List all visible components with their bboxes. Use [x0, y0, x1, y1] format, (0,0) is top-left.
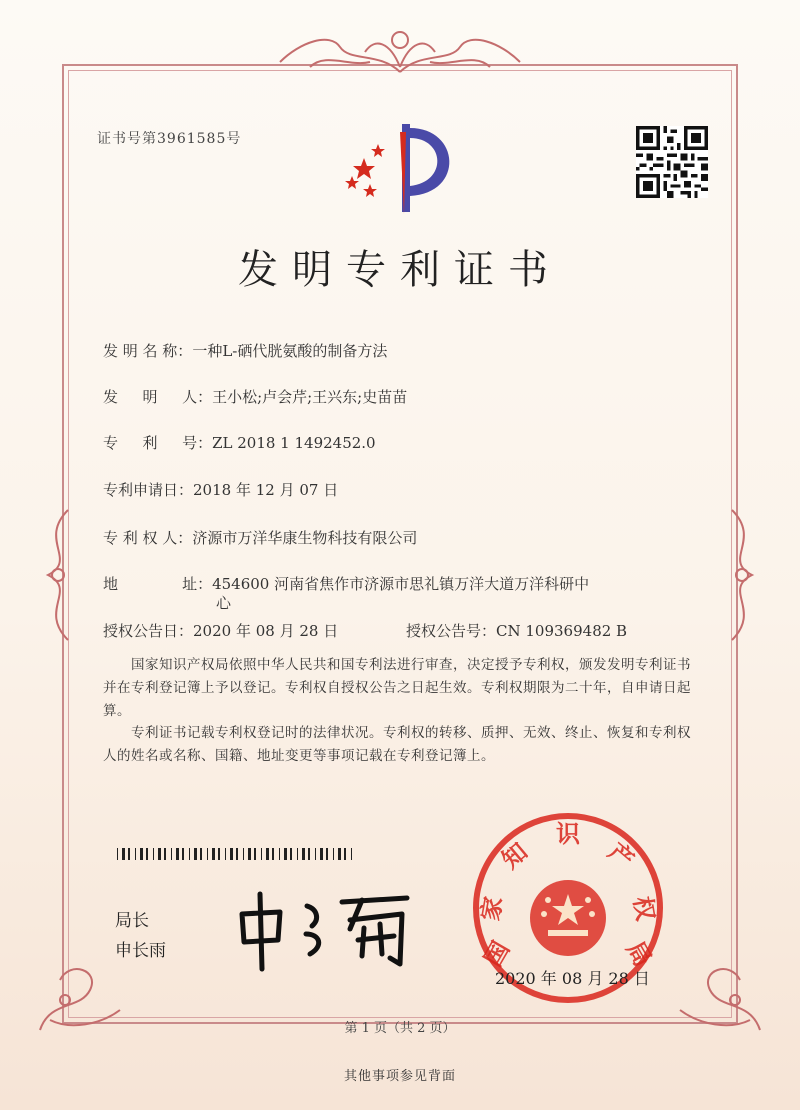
field-address-line2: 心: [216, 594, 232, 612]
field-value: ZL 2018 1 1492452.0: [212, 434, 376, 452]
field-value: 2020 年 08 月 28 日: [193, 622, 339, 640]
field-application-date: [103, 479, 338, 500]
left-ornament-icon: [28, 500, 88, 650]
field-label: 专 利 权 人：: [103, 529, 193, 547]
field-label: 授权公告号：: [406, 622, 497, 640]
signature-icon: [232, 884, 422, 974]
field-address: [103, 573, 589, 594]
footer-note: 其他事项参见背面: [343, 1069, 456, 1084]
document-title: 发明专利证书: [238, 247, 562, 293]
director-title: 局长: [115, 911, 149, 931]
right-ornament-icon: [712, 500, 772, 650]
director-name: 申长雨: [115, 941, 166, 961]
field-value: 2018 年 12 月 07 日: [193, 481, 339, 499]
field-label: 授权公告日：: [103, 622, 194, 640]
svg-text:国: 国: [478, 936, 516, 972]
field-patentee: [103, 527, 417, 548]
field-label: 地 址：: [103, 575, 213, 593]
qr-code-icon: [636, 126, 708, 198]
patent-logo-icon: [340, 118, 470, 218]
seal-date: 2020 年 08 月 28 日: [495, 969, 650, 988]
certificate-number: 证书号第3961585号: [97, 131, 242, 147]
svg-text:权: 权: [628, 894, 660, 923]
field-grant-date: [103, 620, 338, 641]
field-value: 454600 河南省焦作市济源市思礼镇万洋大道万洋科研中: [212, 575, 590, 593]
field-grant-number: [406, 620, 627, 641]
barcode-icon: [117, 848, 357, 860]
svg-text:产: 产: [602, 837, 640, 875]
svg-text:局: 局: [620, 936, 658, 972]
paragraph-legal-status: 专利证书记载专利权登记时的法律状况。专利权的转移、质押、无效、终止、恢复和专利权人的姓名或名称、国籍、地址变更等事项记载在专利登记簿上。: [103, 725, 691, 764]
field-value: 一种L-硒代胱氨酸的制备方法: [192, 342, 388, 360]
field-label: 发 明 名 称：: [103, 342, 193, 360]
field-label: 专 利 号：: [103, 434, 213, 452]
field-label: 发 明 人：: [103, 388, 213, 406]
svg-text:知: 知: [496, 837, 534, 875]
field-value: 王小松;卢会芹;王兴东;史苗苗: [212, 388, 408, 406]
field-invention-name: [103, 340, 387, 361]
svg-text:识: 识: [556, 820, 580, 848]
field-value: 济源市万洋华康生物科技有限公司: [192, 529, 418, 547]
field-label: 专利申请日：: [103, 481, 194, 499]
svg-text:家: 家: [476, 894, 508, 923]
field-value: CN 109369482 B: [496, 622, 628, 640]
paragraph-grant-statement: 国家知识产权局依照中华人民共和国专利法进行审查，决定授予专利权，颁发发明专利证书并在专利登记簿上予以登记。专利权自授权公告之日起生效。专利权期限为二十年，自申请日起算。: [103, 657, 691, 719]
top-ornament-icon: [270, 22, 530, 82]
page-number: 第 1 页（共 2 页）: [344, 1021, 456, 1036]
field-inventors: [103, 386, 407, 407]
field-patent-number: [103, 432, 376, 453]
